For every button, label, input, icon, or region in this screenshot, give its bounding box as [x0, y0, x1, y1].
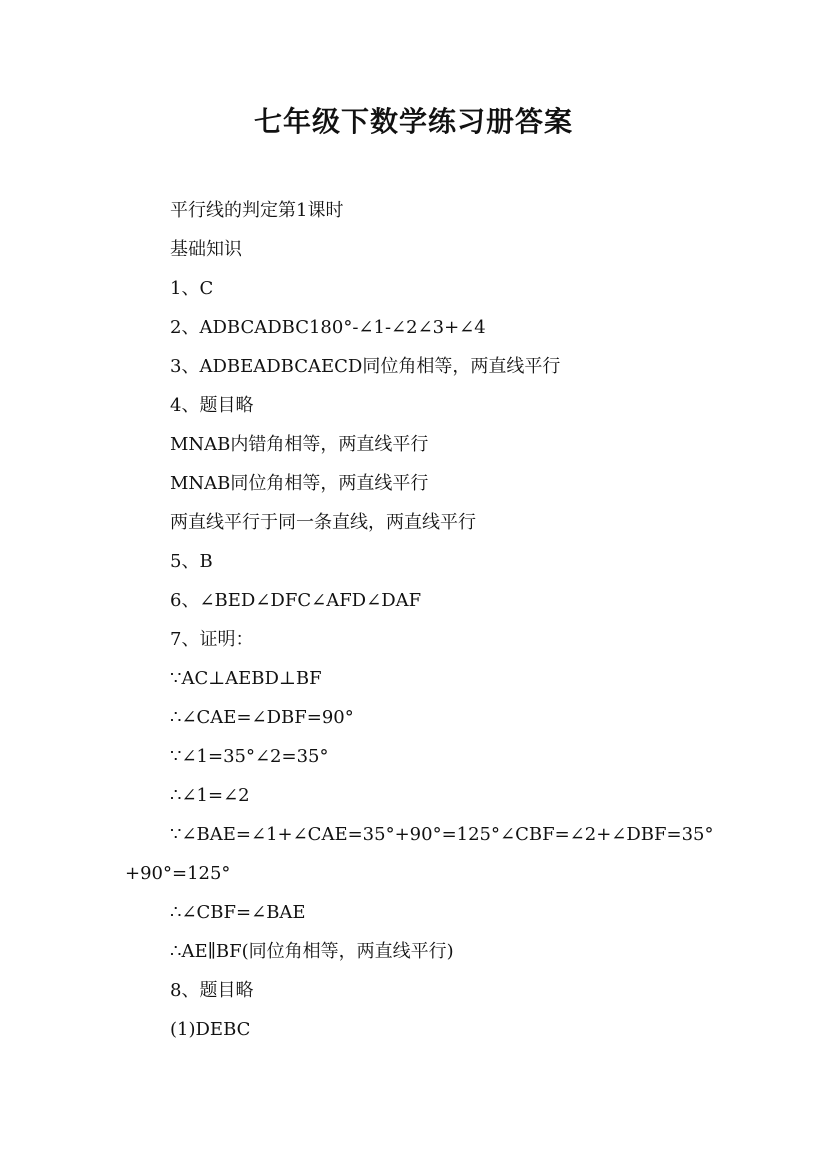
text-line: 2、ADBCADBC180°-∠1-∠2∠3+∠4 [170, 317, 486, 338]
text-line: MNAB内错角相等，两直线平行 [170, 434, 429, 455]
text-line: 平行线的判定第1课时 [170, 200, 344, 221]
text-line: ∴∠CAE=∠DBF=90° [170, 707, 354, 728]
text-line: 两直线平行于同一条直线，两直线平行 [170, 512, 476, 533]
text-line: 基础知识 [170, 239, 242, 260]
text-line: MNAB同位角相等，两直线平行 [170, 473, 429, 494]
text-line: 3、ADBEADBCAECD同位角相等，两直线平行 [170, 356, 561, 377]
text-line: (1)DEBC [170, 1019, 251, 1040]
text-line: 1、C [170, 278, 214, 299]
text-line: ∴AE∥BF(同位角相等，两直线平行) [170, 941, 454, 962]
text-line: 8、题目略 [170, 980, 254, 1001]
text-line: ∴∠1=∠2 [170, 785, 250, 806]
text-line: 6、∠BED∠DFC∠AFD∠DAF [170, 590, 422, 611]
text-line: ∵∠1=35°∠2=35° [170, 746, 329, 767]
text-line: ∵AC⊥AEBD⊥BF [170, 668, 322, 689]
document-title: 七年级下数学练习册答案 [253, 105, 573, 138]
text-line: ∴∠CBF=∠BAE [170, 902, 306, 923]
text-line: 5、B [170, 551, 213, 572]
text-paragraph: ∵∠BAE=∠1+∠CAE=35°+90°=125°∠CBF=∠2+∠DBF=35°+90°=125° [125, 824, 714, 884]
text-line: 4、题目略 [170, 395, 254, 416]
text-line: 7、证明： [170, 629, 254, 650]
